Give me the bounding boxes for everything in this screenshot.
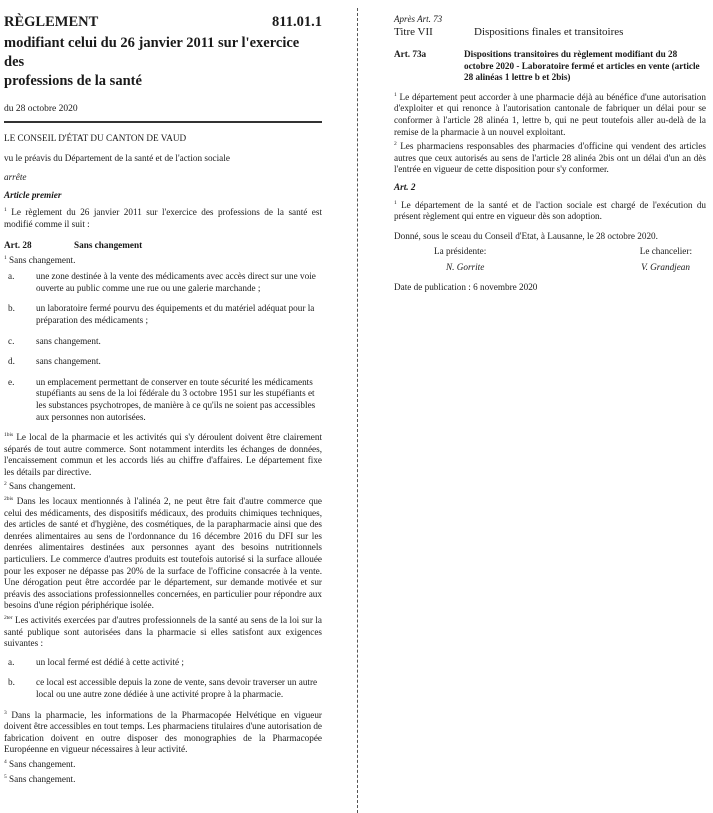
art73a-al2: $^2$ Les pharmaciens responsables des pharmacies d'officine qui vendent des articles autres que ceux autorisés au sens de l'article 28 alinéa 2bis ont un délai d'un an dès l'entrée en vigueur de cette disposition pour s'y conformer. — [394, 141, 707, 175]
list-item: b. ce local est accessible depuis la zone de vente, sans devoir traverser un autre local ou une autre zone dédiée à une activité propre à la pharmacie. — [8, 677, 318, 699]
art28-al1: $^1$ Sans changement. — [4, 254, 76, 265]
authority: LE CONSEIL D'ÉTAT DU CANTON DE VAUD — [4, 133, 187, 143]
document-date: du 28 octobre 2020 — [4, 104, 78, 114]
art28-al1bis: $^{1bis}$ Le local de la pharmacie et les activités qui s'y déroulent doivent être clairement séparés de tout autre commerce. Sont notamment interdits les échanges de données, l'encaissement commun et les accords liés au chiffre d'affaires. Le département fixe les détails par directive. — [4, 432, 322, 477]
list-item: a. un local fermé est dédié à cette activité ; — [8, 656, 184, 667]
art28-al4: $^4$ Sans changement. — [4, 758, 76, 769]
art28-al2bis: $^{2bis}$ Dans les locaux mentionnés à l'alinéa 2, ne peut être fait d'autre commerce que celui des médicaments, des dispositifs médicaux, des produits chimiques techniques, des articles de santé et d'hygiène, des cosmétiques, de la parapharmacie ainsi que des denrées alimentaires au sens de l'ordonnance du 16 décembre 2016 du DFI sur les denrées alimentaires destinées aux personnes ayant des besoins nutritionnels particuliers. Le commerce d'autres produits est toutefois autorisé si la surface allouée pour les exposer ne dépasse pas 20% de la surface de l'officine consacrée à la vente. Une dérogation peut être accordée par le département, sur demande motivée et sur préavis des associations professionnelles concernées, en particulier pour répondre aux besoins d'une région périphérique isolée. — [4, 496, 322, 611]
document-title: modifiant celui du 26 janvier 2011 sur l'exercice des professions de la santé — [4, 35, 300, 89]
signature-names — [394, 261, 706, 273]
list-item: e. un emplacement permettant de conserver en toute sécurité les médicaments stupéfiants au sens de la loi fédérale du 3 octobre 1951 sur les stupéfiants et les substances psychotropes, de manière à ce qu'ils ne soient pas accessibles aux personnes non autorisées. — [8, 376, 316, 422]
list-item: a. une zone destinée à la vente des médicaments avec accès direct sur une voie ouverte au public comme une rue ou une galerie marchande ; — [8, 271, 316, 293]
header-rule — [4, 121, 322, 123]
art73a-heading: Art. 73a Dispositions transitoires du règlement modifiant du 28 octobre 2020 - Laboratoire fermé et articles en vente (article 28 alinéas 1 lettre b et 2bis) — [394, 49, 700, 83]
art28-heading: Art. 28 Sans changement — [4, 239, 143, 250]
art28-al5: $^5$ Sans changement. — [4, 773, 76, 784]
list-item: d. sans changement. — [8, 356, 101, 367]
art73a-al1: $^1$ Le département peut accorder à une pharmacie déjà au bénéfice d'une autorisation d'exploiter et qui renonce à l'autorisation cantonale de fabriquer un délai pour se conformer à l'article 28 alinéa 1, lettre b, qui ne peut toutefois aller au-delà de la remise de la pharmacie à un nouvel exploitant. — [394, 91, 706, 137]
presidente-name: N. Gorrite — [446, 262, 485, 273]
article-premier-text: $^1$ Le règlement du 26 janvier 2011 sur l'exercice des professions de la santé est modifié comme il suit : — [4, 207, 323, 229]
art28-al2ter: $^{2ter}$ Les activités exercées par d'autres professionnels de la santé au sens de la loi sur la santé publique sont autorisées dans la pharmacie si elles satisfont aux exigences suivantes : — [4, 614, 322, 649]
art28-items — [4, 271, 322, 423]
chancelier-label: Le chancelier: — [639, 246, 692, 257]
document-type: RÈGLEMENT — [4, 14, 99, 30]
presidente-label: La présidente: — [434, 246, 487, 257]
article-premier: Article premier — [4, 189, 62, 200]
left-column — [4, 14, 322, 785]
publication-date: Date de publication : 6 novembre 2020 — [394, 282, 538, 293]
donne: Donné, sous le sceau du Conseil d'Etat, à Lausanne, le 28 octobre 2020. — [394, 230, 658, 241]
document-number: 811.01.1 — [272, 14, 322, 30]
art28-al3: $^3$ Dans la pharmacie, les informations de la Pharmacopée Helvétique en vigueur doivent être accessibles en tout temps. Les pharmaciens titulaires d'une autorisation de fabrication doivent en outre disposer des monographies de la Pharmacopée Européenne en vigueur nécessaires à leur activité. — [4, 709, 323, 755]
apres-art73: Après Art. 73 — [394, 14, 443, 24]
preavis: vu le préavis du Département de la santé et de l'action sociale — [4, 152, 230, 163]
art2-text: $^1$ Le département de la santé et de l'action sociale est chargé de l'exécution du présent règlement qui entre en vigueur dès son adoption. — [394, 199, 707, 222]
right-column — [394, 14, 706, 294]
list-item: c. sans changement. — [8, 335, 101, 346]
arrete: arrête — [4, 172, 27, 183]
art28-items-2 — [4, 657, 322, 701]
list-item: b. un laboratoire fermé pourvu des équipements et du matériel adéquat pour la préparation des médicaments ; — [8, 303, 315, 325]
titre-vii: Titre VII Dispositions finales et transitoires — [394, 26, 624, 38]
art2-heading: Art. 2 — [394, 181, 416, 192]
signature-labels — [394, 245, 706, 257]
chancelier-name: V. Grandjean — [641, 262, 690, 273]
art28-al2: $^2$ Sans changement. — [4, 481, 76, 492]
column-separator — [357, 8, 358, 813]
document-header — [4, 14, 322, 31]
